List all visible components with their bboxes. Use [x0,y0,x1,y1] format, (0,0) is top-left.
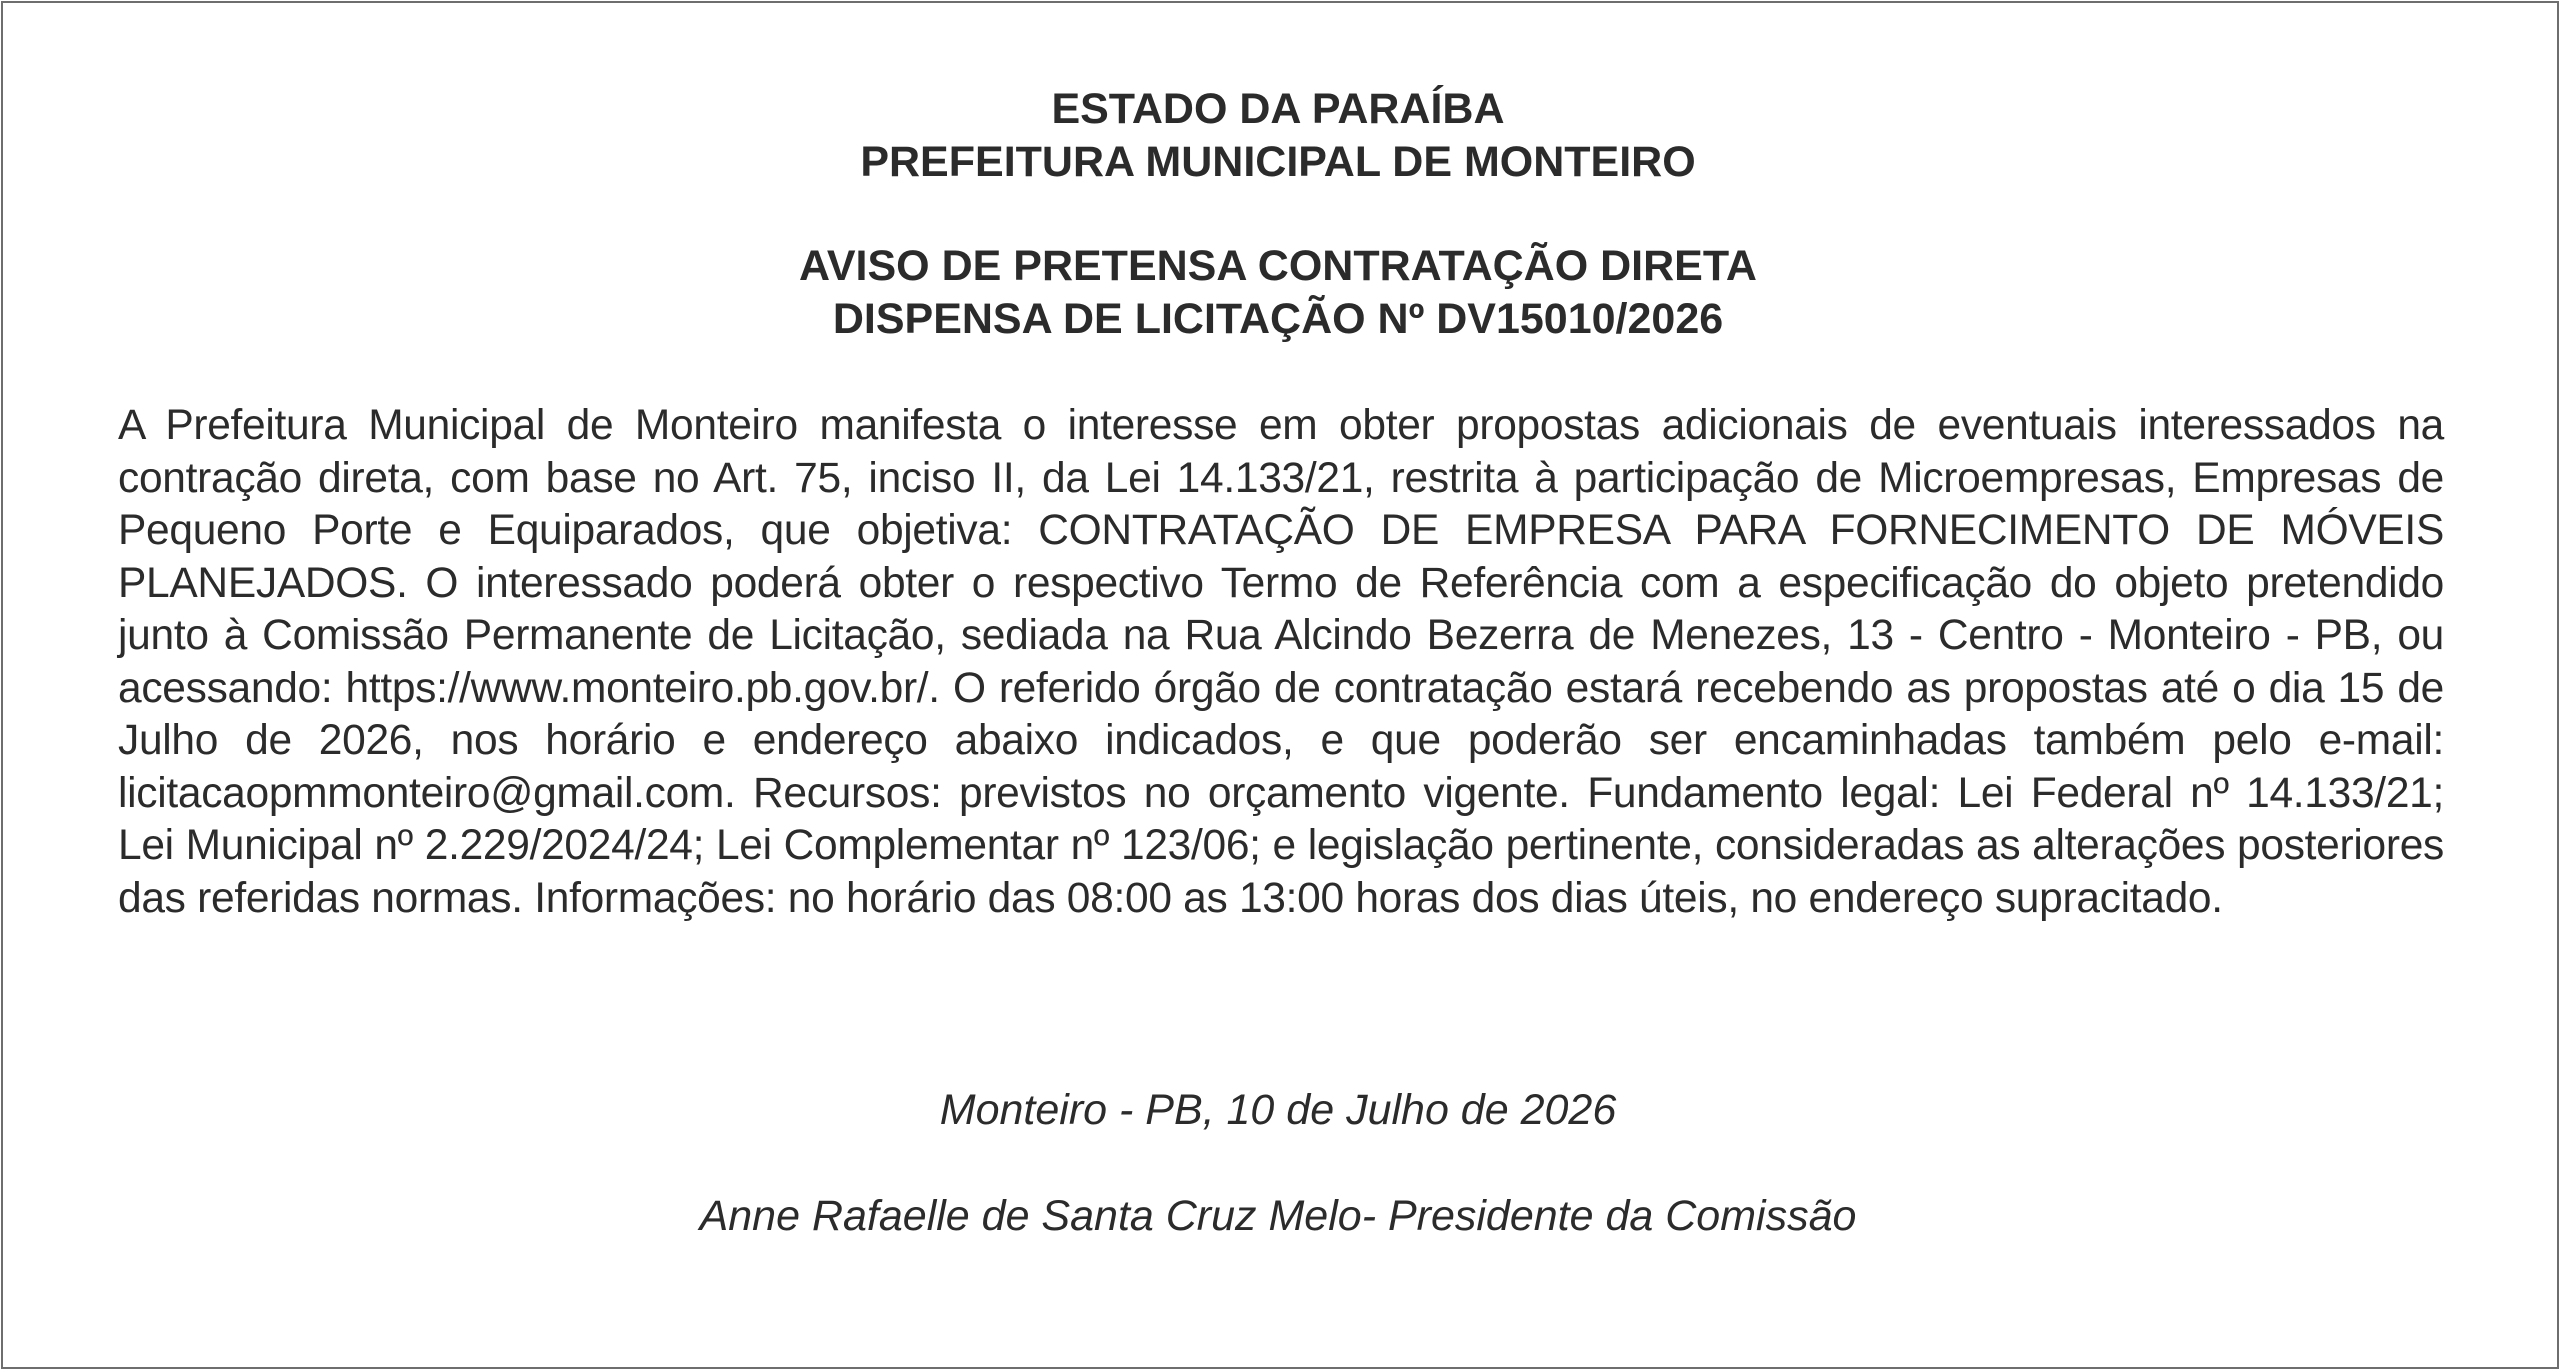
notice-subtitle: DISPENSA DE LICITAÇÃO Nº DV15010/2026 [832,295,1724,343]
prefecture-heading: PREFEITURA MUNICIPAL DE MONTEIRO [860,138,1696,186]
signature-line: Anne Rafaelle de Santa Cruz Melo- Presidente da Comissão [699,1192,1857,1240]
state-heading: ESTADO DA PARAÍBA [1051,85,1505,133]
notice-body: A Prefeitura Municipal de Monteiro manifesta o interesse em obter propostas adicionais de eventuais interessados na contração direta, com base no Art. 75, inciso II, da Lei 14.133/21, restrita à participação de Microempresas, Empresas de Pequeno Porte e Equiparados, que objetiva: CONTRATAÇÃO DE EMPRESA PARA FORNECIMENTO DE MÓVEIS PLANEJADOS. O interessado poderá obter o respectivo Termo de Referência com a especificação do objeto pretendido junto à Comissão Permanente de Licitação, sediada na Rua Alcindo Bezerra de Menezes, 13 - Centro - Monteiro - PB, ou acessando: https://www.monteiro.pb.gov.br/. O referido órgão de contratação estará recebendo as propostas até o dia 15 de Julho de 2026, nos horário e endereço abaixo indicados, e que poderão ser encaminhadas também pelo e-mail: licitacaopmmonteiro@gmail.com. Recursos: previstos no orçamento vigente. Fundamento legal: Lei Federal nº 14.133/21; Lei Municipal nº 2.229/2024/24; Lei Complementar nº 123/06; e legislação pertinente, consideradas as alterações posteriores das referidas normas. Informações: no horário das 08:00 as 13:00 horas dos dias úteis, no endereço supracitado. [118,402,2444,922]
place-date: Monteiro - PB, 10 de Julho de 2026 [939,1086,1617,1134]
notice-title: AVISO DE PRETENSA CONTRATAÇÃO DIRETA [799,242,1757,290]
